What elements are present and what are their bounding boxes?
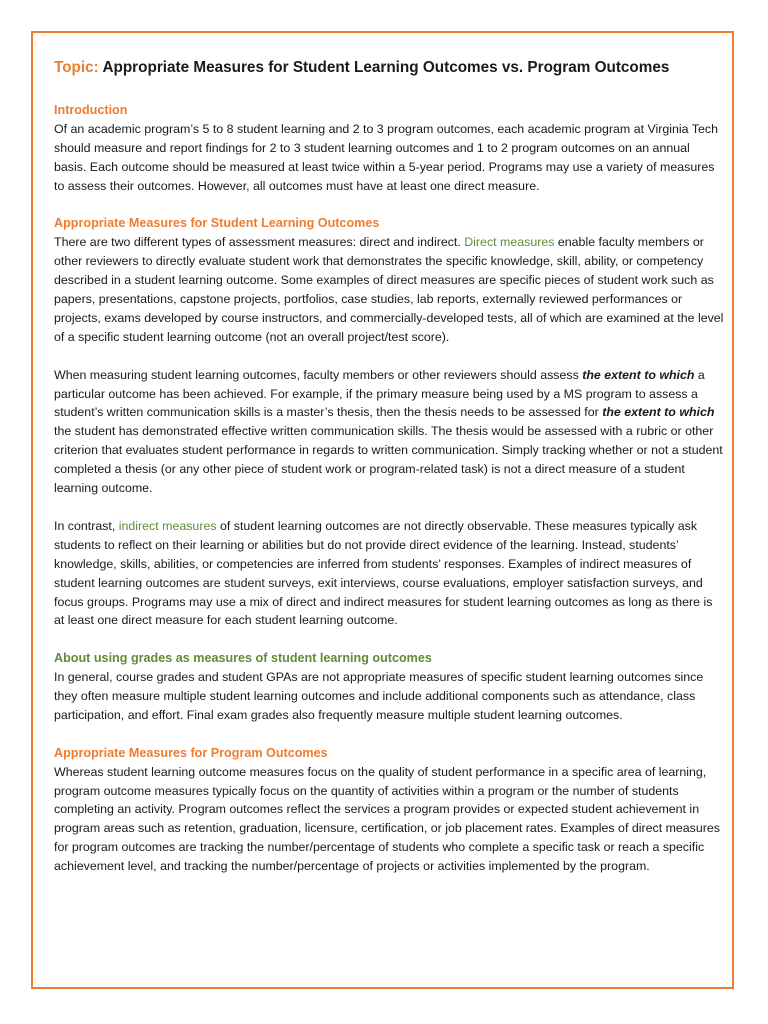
slo-p2-text-c: the student has demonstrated effective written communication skills. The thesis would be assessed with a rubric or other criterion that evaluates student performance in regards to written communication. Simply tracking whether or not a student completed a thesis (or any other piece of student work or program-related task) is not a direct measure of a student learning outcome. xyxy=(54,424,723,496)
slo-p2-text-a: When measuring student learning outcomes, faculty members or other reviewers should assess xyxy=(54,367,583,382)
slo-paragraph-1 xyxy=(54,233,724,346)
slo-heading: Appropriate Measures for Student Learning Outcomes xyxy=(54,216,380,231)
grades-heading: About using grades as measures of student learning outcomes xyxy=(54,651,432,666)
slo-p2-text-b: a particular outcome has been achieved. For example, if the primary measure being used by a MS program to assess a student’s written communication skills is a master’s thesis, then the thesis needs to be assessed for xyxy=(54,367,705,420)
direct-measures-term: Direct measures xyxy=(464,235,555,250)
topic-label: Topic: xyxy=(54,59,99,76)
program-heading: Appropriate Measures for Program Outcomes xyxy=(54,745,328,760)
slo-p1-text-b: enable faculty members or other reviewers to directly evaluate student work that demonstrates the specific knowledge, skill, ability, or competency described in a student learning outcome. Some examples of direct measures are specific pieces of student work such as papers, presentations, capstone projects, portfolios, case studies, lab reports, externally reviewed performances or projects, exams developed by course instructors, and commercially-developed tests, all of which are examined at the level of a specific student learning outcome (not an overall project/test score). xyxy=(54,235,724,344)
slo-p1-text-a: There are two different types of assessment measures: direct and indirect. xyxy=(54,235,465,250)
indirect-measures-term: indirect measures xyxy=(118,518,217,533)
slo-paragraph-3 xyxy=(54,517,724,630)
intro-paragraph: Of an academic program’s 5 to 8 student learning and 2 to 3 program outcomes, each academic program at Virginia Tech should measure and report findings for 2 to 3 student learning outcomes and 1 to 2 program outcomes on an annual basis. Each outcome should be measured at least twice within a 5-year period. Programs may use a variety of measures to assess their outcomes. However, all outcomes must have at least one direct measure. xyxy=(54,121,718,193)
extent-emphasis-1: the extent to which xyxy=(582,367,695,382)
document-body xyxy=(54,58,724,876)
extent-emphasis-2: the extent to which xyxy=(602,405,715,420)
program-paragraph: Whereas student learning outcome measures focus on the quality of student performance in a specific area of learning, program outcome measures typically focus on the quantity of activities within a program or the number of students completing an activity. Program outcomes reflect the services a program provides or expected student achievement in program areas such as retention, graduation, licensure, certification, or job placement rates. Examples of direct measures for program outcomes are tracking the number/percentage of students who complete a specific task or reach a specific achievement level, and tracking the number/percentage of projects or activities implemented by the program. xyxy=(54,764,720,874)
title-text: Appropriate Measures for Student Learning Outcomes vs. Program Outcomes xyxy=(102,59,670,76)
slo-p3-text-a: In contrast, xyxy=(54,518,119,533)
intro-heading: Introduction xyxy=(54,103,128,117)
slo-paragraph-2 xyxy=(54,366,724,498)
slo-p3-text-b: of student learning outcomes are not directly observable. These measures typically ask students to reflect on their learning or abilities but do not provide direct evidence of the learning. Instead, students’ knowledge, skills, abilities, or competencies are inferred from students’ responses. Examples of indirect measures of student learning outcomes are student surveys, exit interviews, course evaluations, employer satisfaction surveys, and focus groups. Programs may use a mix of direct and indirect measures for student learning outcomes as long as there is at least one direct measure for each student learning outcome. xyxy=(54,518,713,628)
page-title xyxy=(54,58,724,78)
grades-paragraph: In general, course grades and student GPAs are not appropriate measures of specific student learning outcomes since they often measure multiple student learning outcomes and include additional components such as attendance, class participation, and effort. Final exam grades also frequently measure multiple student learning outcomes. xyxy=(54,670,704,722)
